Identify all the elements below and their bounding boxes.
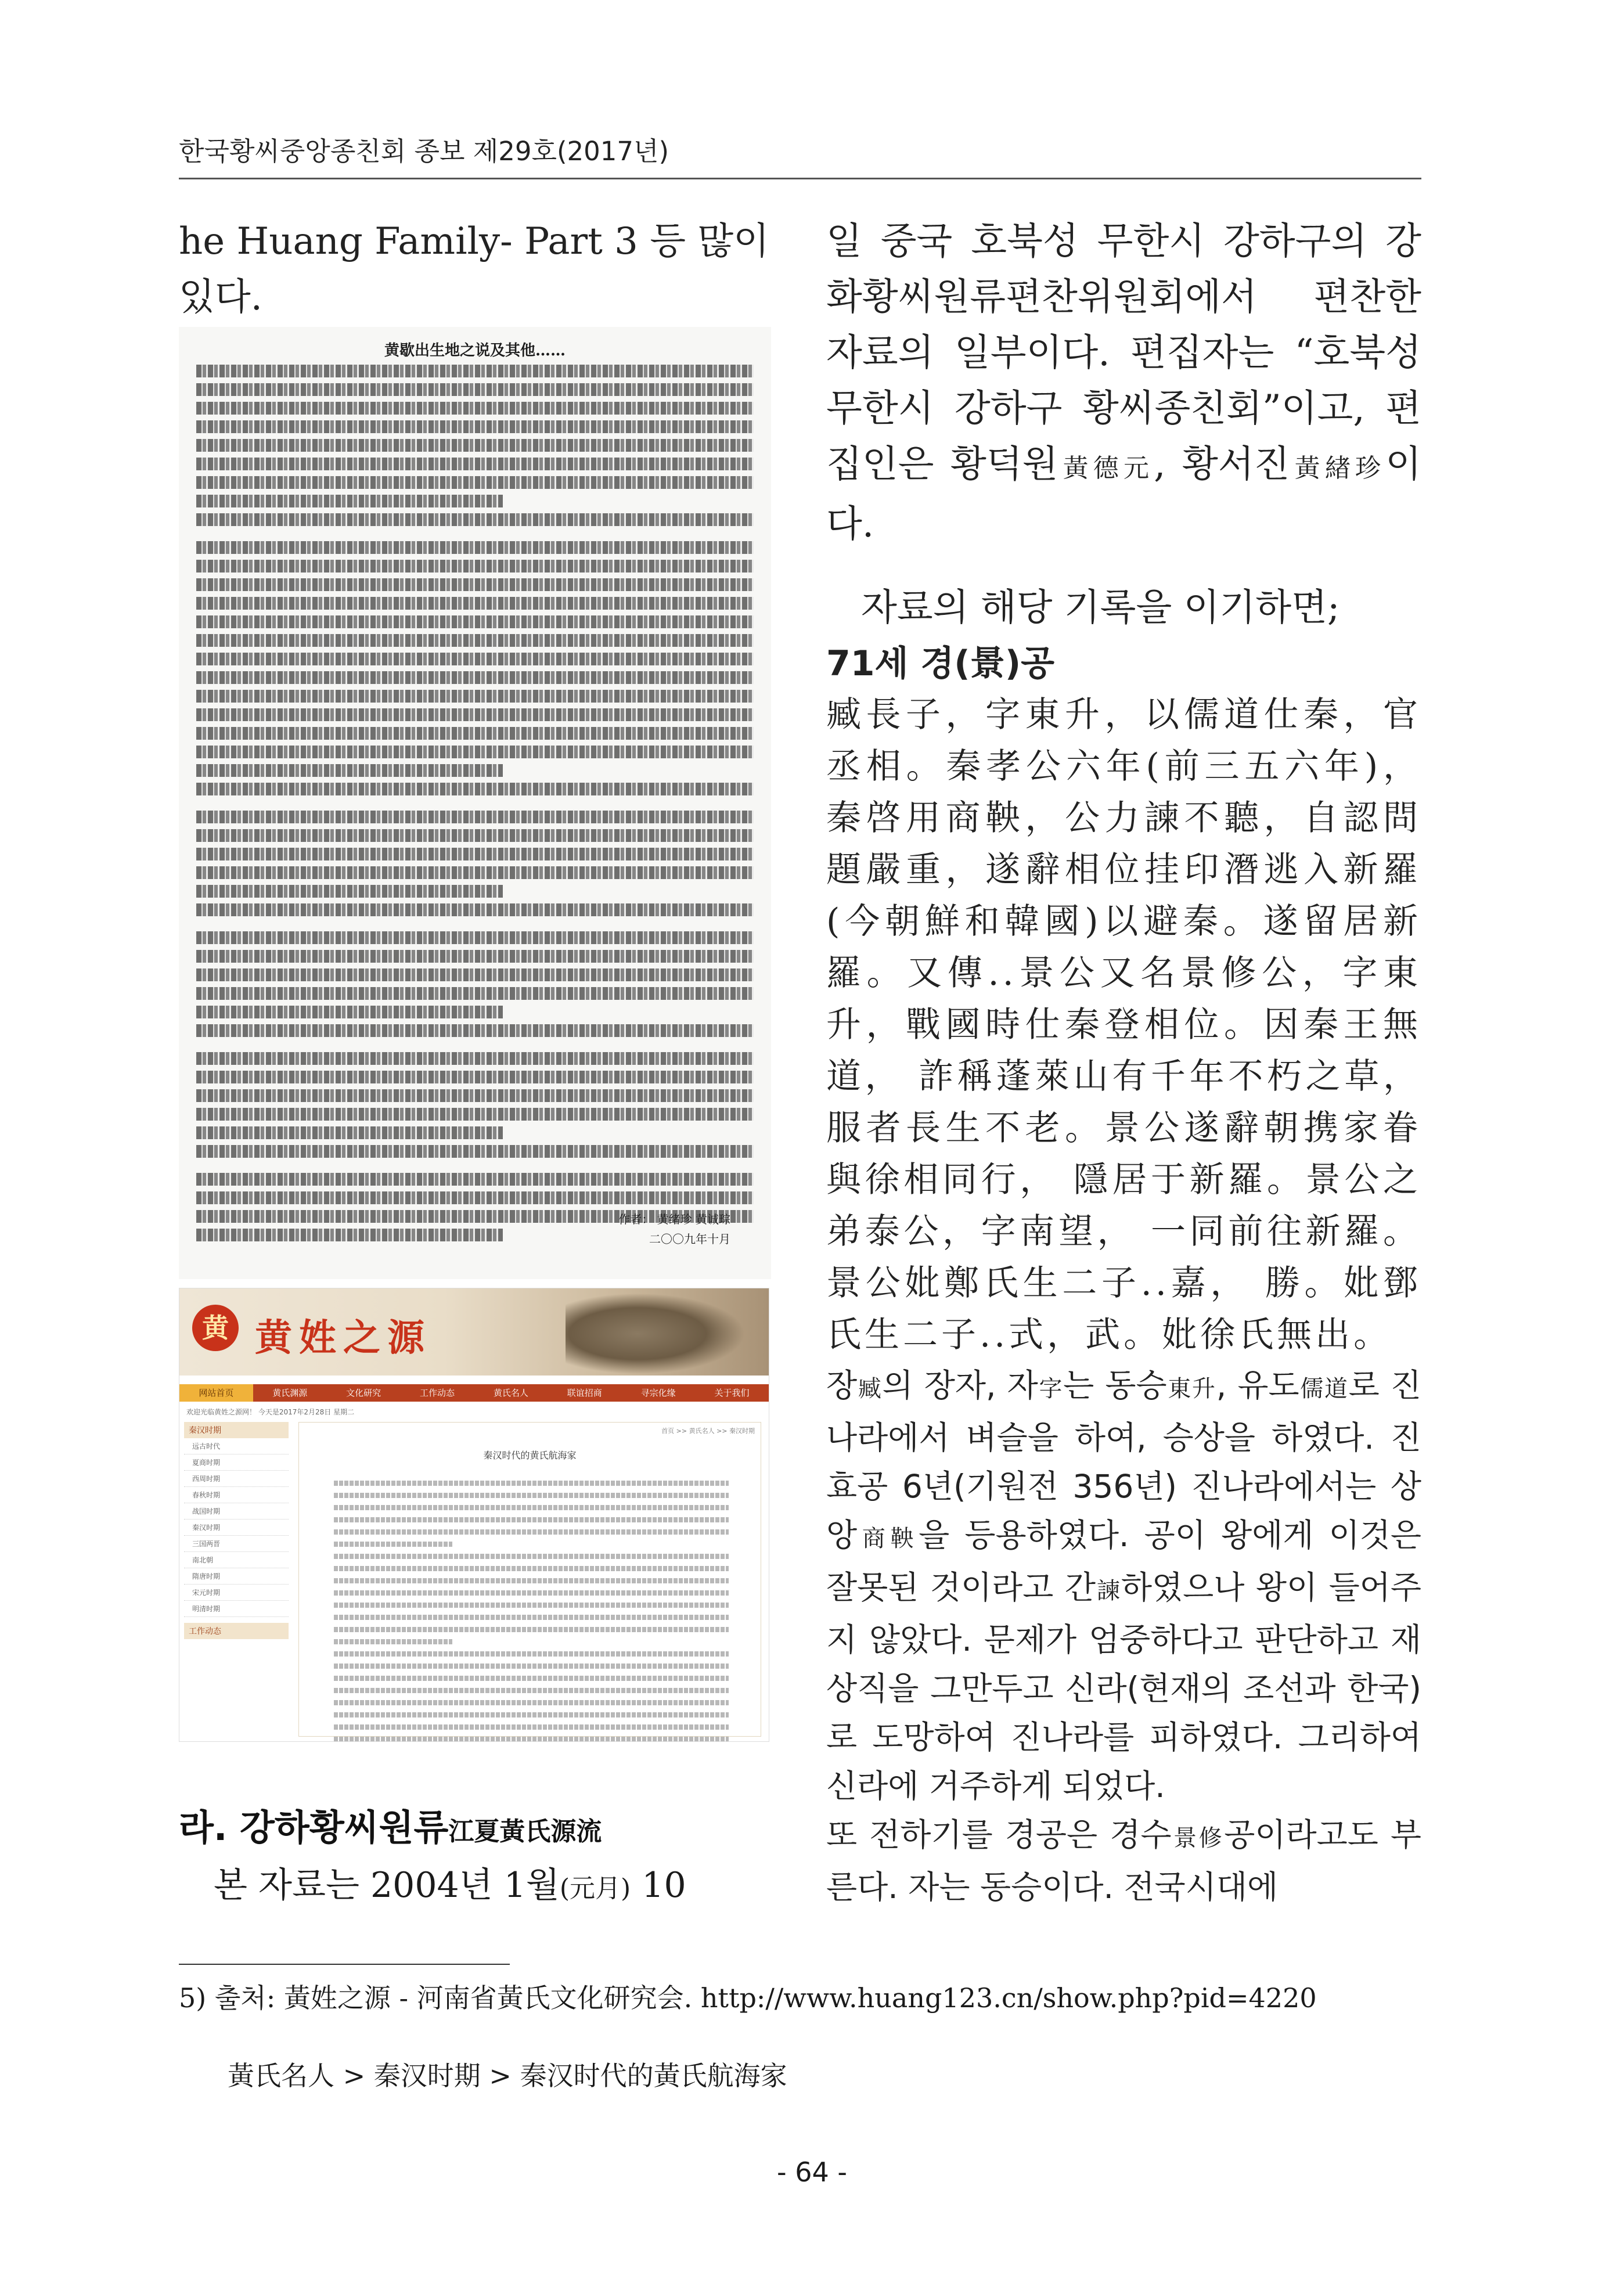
site-nav-item[interactable]: 工作动态 (420, 1388, 455, 1398)
scan-text-line (196, 1006, 503, 1018)
article-text-line (334, 1481, 729, 1486)
scan-text-line (196, 615, 754, 628)
site-article-title: 秦汉时代的黄氏航海家 (483, 1450, 577, 1461)
section-ra-heading (179, 1799, 602, 1850)
site-article-body (334, 1481, 729, 1742)
ra-text-part2: 10 (631, 1865, 686, 1906)
scan-text-line (196, 476, 754, 489)
scan-text-line (196, 690, 754, 703)
kr-h3: 東升 (1166, 1376, 1216, 1402)
scan-text-line (196, 513, 754, 526)
scan-signature (618, 1209, 730, 1249)
sidebar-item[interactable]: 三国两晋 (184, 1536, 289, 1552)
scan-text-line (196, 1145, 754, 1158)
scan-text-line (196, 1126, 503, 1139)
section-ra-label: 라. 강하황씨원류 (179, 1806, 449, 1849)
kr-h1: 臧 (857, 1376, 883, 1402)
site-nav-item[interactable]: 黄氏渊源 (272, 1388, 308, 1398)
left-intro-text: he Huang Family- Part 3 등 많이 있다. (179, 220, 770, 319)
right-p1-hanja1: 黃德元 (1058, 453, 1154, 483)
kr-a: 장 (826, 1367, 858, 1404)
kr-g: 하였으나 왕이 들어주지 않았다. 문제가 엄중하다고 판단하고 재상직을 그만두고 신라(현재의 조선과 한국)로 도망하여 진나라를 피하였다. 그리하여 신라에 거주하게 되었다. (826, 1569, 1422, 1805)
scan-text-line (196, 968, 754, 981)
kr2-h: 景修 (1171, 1825, 1225, 1852)
sidebar-item[interactable]: 南北朝 (184, 1552, 289, 1568)
scan-text-line (196, 708, 754, 721)
scan-text-line (196, 783, 754, 795)
article-text-line (334, 1505, 729, 1510)
article-text-line (334, 1712, 729, 1718)
site-nav (179, 1384, 769, 1402)
footnote-breadcrumb: 黃氏名人 > 秦汉时期 > 秦汉时代的黃氏航海家 (228, 2060, 787, 2091)
scan-text-line (196, 764, 503, 777)
scan-text-line (196, 578, 754, 591)
ra-text-part1: 본 자료는 2004년 1월 (214, 1865, 560, 1906)
article-text-line (334, 1676, 729, 1681)
kr-h4: 儒道 (1299, 1376, 1349, 1402)
scan-signature-authors: 作者： 黄绪珍 黄诚琮 (618, 1212, 730, 1226)
sidebar-head-2: 工作动态 (184, 1623, 289, 1639)
scan-text-line (196, 541, 754, 554)
site-title: 黄姓之源 (255, 1316, 431, 1360)
site-logo: 黄 (192, 1305, 239, 1351)
article-text-line (334, 1554, 729, 1559)
scan-text-line (196, 439, 754, 452)
sidebar-item[interactable]: 秦汉时期 (184, 1520, 289, 1536)
right-p1-hanja2: 黃緖珍 (1290, 453, 1386, 483)
article-text-line (334, 1493, 729, 1498)
sidebar-list (184, 1438, 289, 1617)
statue-image (566, 1293, 746, 1374)
site-nav-item[interactable]: 寻宗化缘 (640, 1388, 676, 1398)
article-text-line (334, 1700, 729, 1705)
sidebar-item[interactable]: 明清时期 (184, 1601, 289, 1617)
site-nav-item[interactable]: 联谊招商 (567, 1388, 602, 1398)
kr-h5: 商鞅 (857, 1525, 919, 1552)
scan-signature-date: 二〇〇九年十月 (649, 1232, 730, 1246)
article-text-line (334, 1517, 729, 1522)
scan-text-line (196, 420, 754, 433)
section-ra-text (179, 1859, 771, 1915)
scan-text-line (196, 848, 754, 860)
site-sidebar (184, 1422, 289, 1639)
sidebar-item[interactable]: 隋唐时期 (184, 1568, 289, 1585)
scan-text-block (196, 365, 754, 1247)
scan-text-line (196, 1089, 754, 1102)
korean-translation-2 (826, 1810, 1421, 1911)
scan-text-line (196, 1108, 754, 1121)
kr-f: 을 등용하였다. 공이 왕에게 이것은 잘못된 것이라고 간 (826, 1517, 1421, 1606)
section-ra-hanja: 江夏黃氏源流 (448, 1817, 602, 1846)
sidebar-item[interactable]: 远古时代 (184, 1438, 289, 1454)
article-text-line (334, 1627, 729, 1632)
scan-text-line (196, 1024, 754, 1037)
website-screenshot (179, 1288, 769, 1742)
section-71-heading: 71세 경(景)공 (826, 643, 1055, 684)
article-text-line (334, 1590, 729, 1596)
scan-text-line (196, 885, 503, 898)
site-nav-item[interactable]: 文化研究 (346, 1388, 381, 1398)
article-text-line (334, 1603, 729, 1608)
scan-text-line (196, 903, 754, 916)
kr-d: , 유도 (1216, 1367, 1299, 1404)
page-header: 한국황씨중앙종친회 종보 제29호(2017년) (179, 136, 669, 167)
scan-text-line (196, 597, 754, 610)
scan-text-line (196, 495, 503, 507)
scan-text-line (196, 383, 754, 396)
article-text-line (334, 1566, 729, 1571)
header-rule (179, 178, 1421, 179)
article-text-line (334, 1651, 729, 1657)
article-text-line (334, 1615, 729, 1620)
footnote-rule (179, 1964, 510, 1965)
kr-h6: 諫 (1095, 1578, 1121, 1604)
scan-text-line (196, 1071, 754, 1083)
scan-text-line (196, 866, 754, 879)
right-paragraph-1 (826, 214, 1421, 552)
sidebar-item[interactable]: 夏商时期 (184, 1454, 289, 1471)
korean-translation (826, 1361, 1421, 1810)
site-breadcrumb: 首页 >> 黄氏名人 >> 秦汉时期 (661, 1427, 755, 1435)
article-text-line (334, 1639, 452, 1644)
scan-text-line (196, 671, 754, 684)
site-nav-item[interactable]: 黄氏名人 (493, 1388, 528, 1398)
right-p1a: 일 중국 호북성 무한시 강하구의 강화황씨원류편찬위원회에서 편찬한 자료의 일부이다. 편집자는 “호북성 무한시 강하구 황씨종친회”이고, 편집인은 황덕원 (826, 220, 1421, 486)
site-nav-item[interactable]: 关于我们 (714, 1388, 750, 1398)
scan-text-line (196, 1173, 754, 1186)
footnote: 5) 출처: 黃姓之源 - 河南省黃氏文化研究会. http://www.huang123.cn/show.php?pid=4220 (179, 1982, 1317, 2014)
right-paragraph-2: 자료의 해당 기록을 이기하면; (861, 586, 1340, 629)
scan-text-line (196, 931, 754, 944)
scan-text-line (196, 1191, 754, 1204)
article-text-line (334, 1664, 729, 1669)
site-nav-item[interactable]: 网站首页 (179, 1384, 253, 1402)
site-welcome: 欢迎光临黄姓之源网！ 今天是2017年2月28日 星期二 (186, 1408, 355, 1416)
kr-b: 의 장자, 자 (882, 1367, 1038, 1404)
scan-text-line (196, 402, 754, 415)
scan-text-line (196, 829, 754, 842)
scan-text-line (196, 987, 754, 1000)
sidebar-item[interactable]: 西周时期 (184, 1471, 289, 1487)
article-text-line (334, 1737, 729, 1742)
site-main (298, 1422, 761, 1737)
hanja-quote: 臧長子，字東升，以儒道仕秦，官丞相。秦孝公六年(前三五六年)， 秦啓用商鞅，公力諫不聽，自認問題嚴重，遂辭相位挂印潛逃入新羅(今朝鮮和韓國)以避秦。遂留居新羅。又傳..景公又名景修公，字東升，戰國時仕秦登相位。因秦王無道， 詐稱蓬萊山有千年不朽之草， 服者長生不老。景公遂辭朝携家眷與徐相同行， 隱居于新羅。景公之弟泰公，字南望， 一同前往新羅。景公妣鄭氏生二子..嘉， 勝。妣鄧氏生二子..式，武。妣徐氏無出。 (826, 694, 1421, 1355)
kr2-a: 또 전하기를 경공은 경수 (826, 1816, 1172, 1853)
article-text-line (334, 1724, 729, 1730)
scan-text-line (196, 727, 754, 740)
article-text-line (334, 1578, 729, 1583)
scan-title: 黄歇出生地之说及其他…… (384, 342, 566, 359)
page-number: - 64 - (777, 2156, 847, 2188)
scan-text-line (196, 746, 754, 758)
scan-text-line (196, 1052, 754, 1065)
sidebar-item[interactable]: 春秋时期 (184, 1487, 289, 1503)
scan-text-line (196, 560, 754, 572)
right-p1b: , 황서진 (1154, 443, 1290, 486)
kr-h2: 字 (1038, 1376, 1064, 1402)
right-p1c: 이다. (826, 443, 1422, 546)
scan-text-line (196, 1229, 503, 1241)
ra-text-small: (元月) (559, 1874, 631, 1903)
article-text-line (334, 1542, 452, 1547)
scan-text-line (196, 950, 754, 963)
article-text-line (334, 1529, 729, 1535)
right-column (826, 214, 1421, 1911)
kr-c: 는 동승 (1063, 1367, 1167, 1404)
scan-text-line (196, 458, 754, 470)
scanned-article-image (179, 327, 771, 1279)
scan-text-line (196, 634, 754, 647)
sidebar-head: 秦汉时期 (184, 1422, 289, 1438)
sidebar-item[interactable]: 战国时期 (184, 1503, 289, 1520)
scan-text-line (196, 365, 754, 377)
kr2-b: 공이라고도 부른다. 자는 동승이다. 전국시대에 (826, 1816, 1422, 1906)
scan-text-line (196, 653, 754, 665)
article-text-line (334, 1688, 729, 1693)
sidebar-item[interactable]: 宋元时期 (184, 1585, 289, 1601)
site-banner (179, 1288, 769, 1376)
scan-text-line (196, 811, 754, 823)
kr-e: 로 진나라에서 벼슬을 하여, 승상을 하였다. 진효공 6년(기원전 356년) 진나라에서는 상앙 (826, 1367, 1422, 1554)
